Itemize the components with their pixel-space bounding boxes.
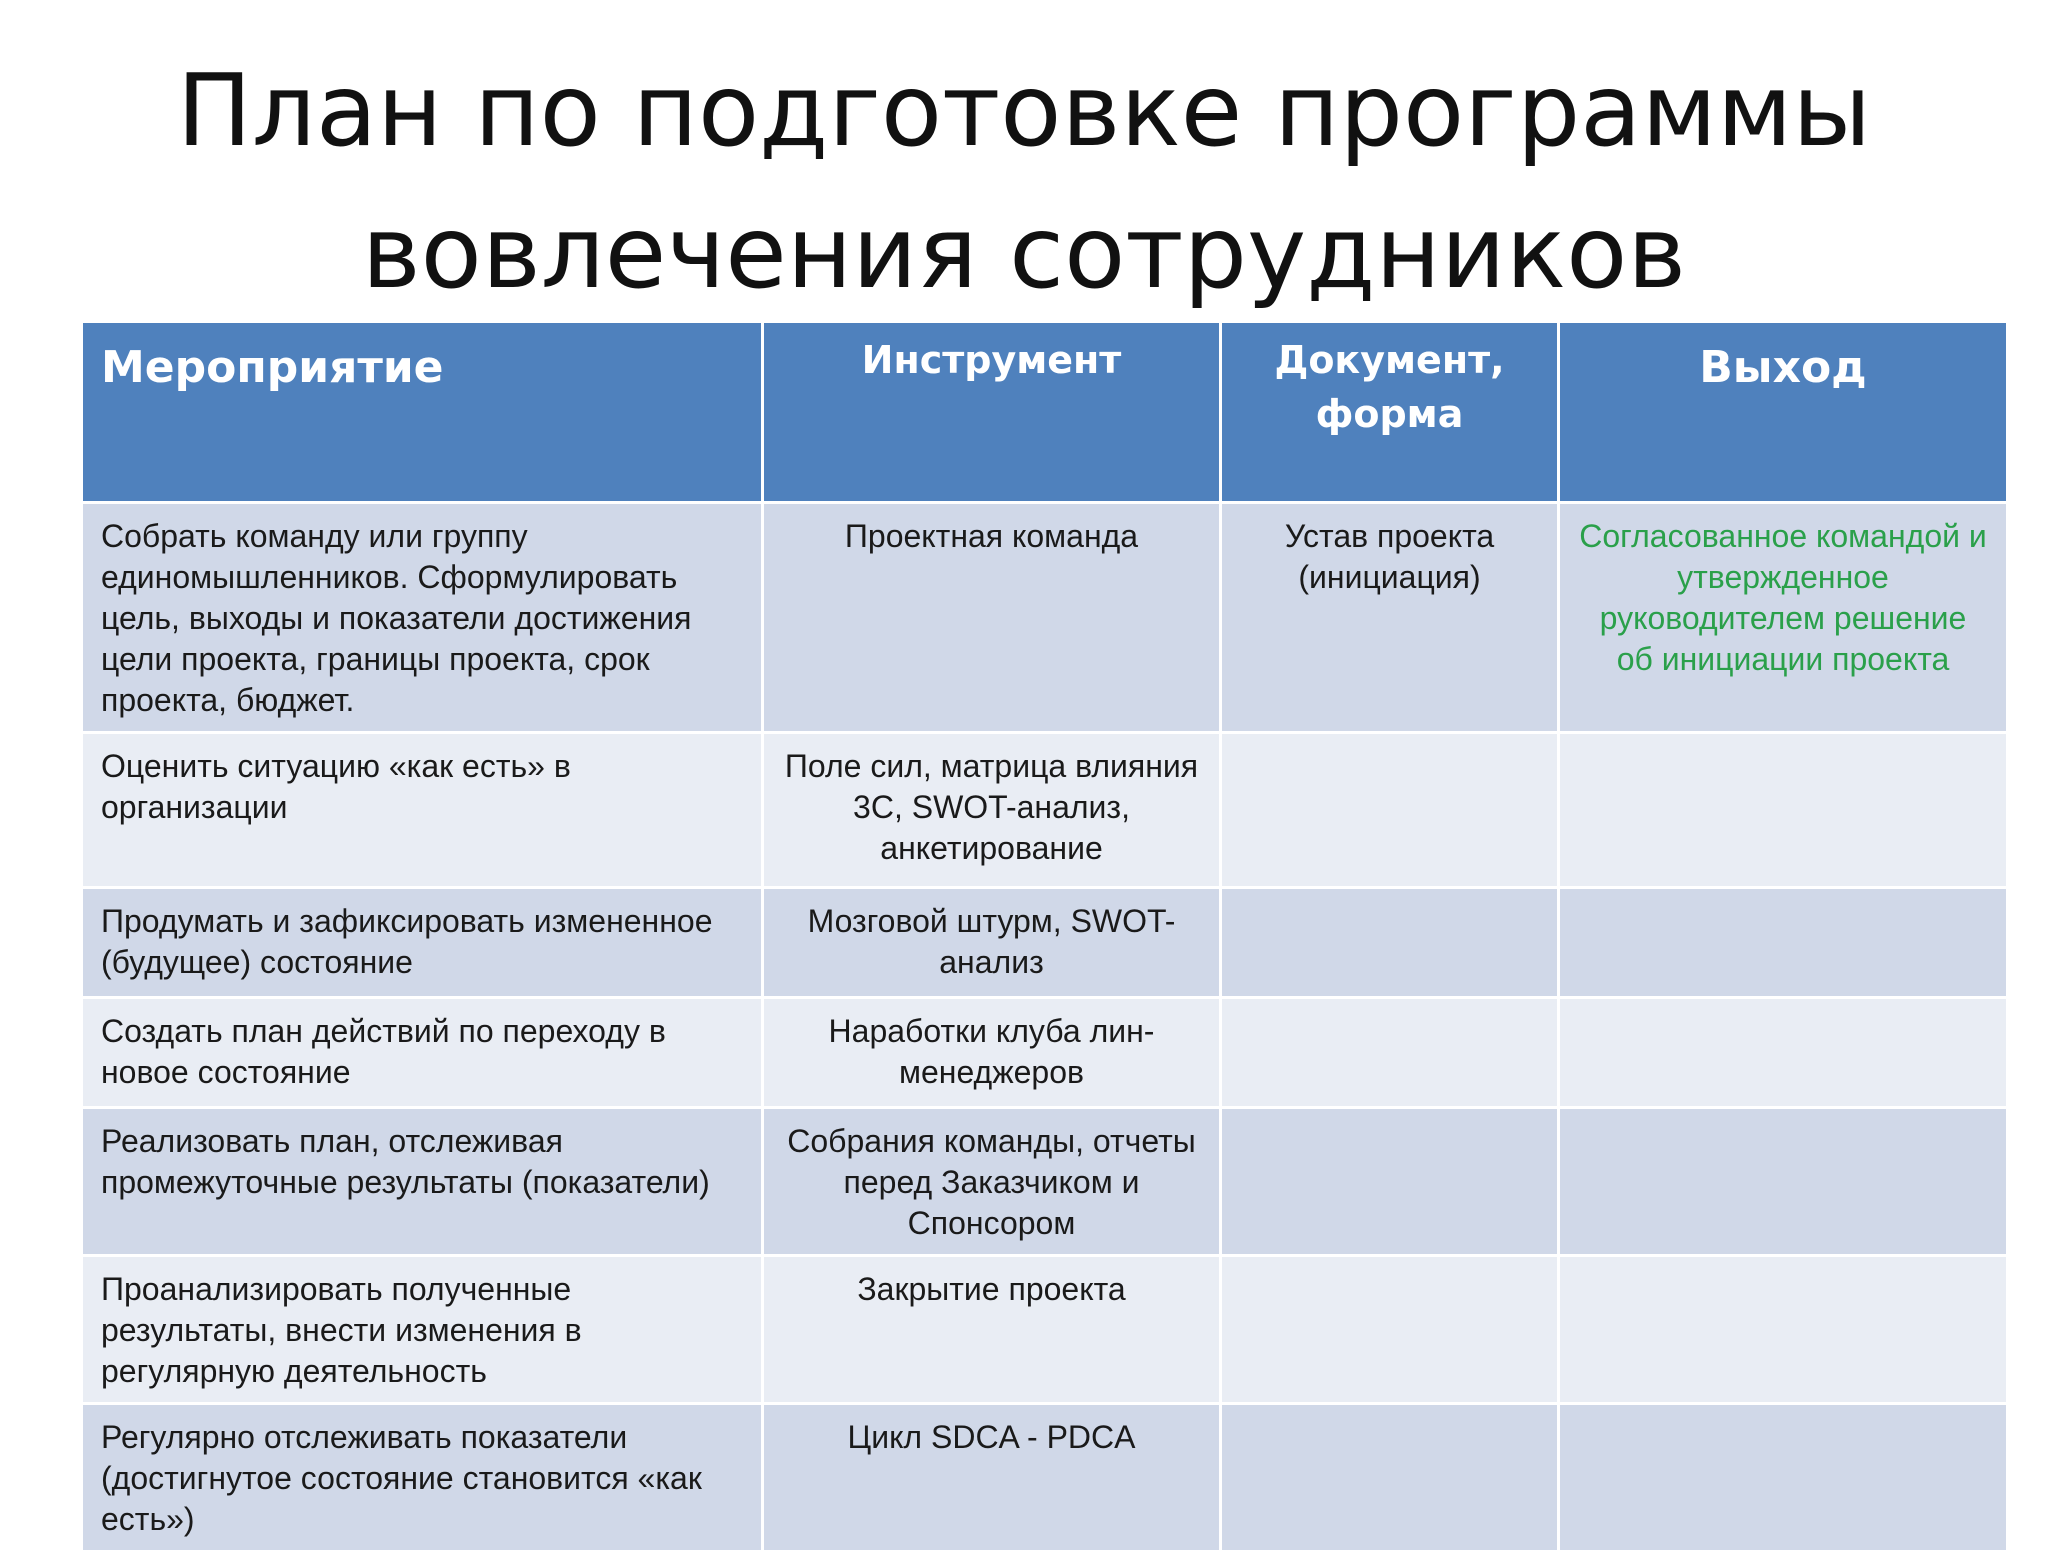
cell-document <box>1221 1256 1559 1404</box>
header-output: Выход <box>1559 322 2008 503</box>
cell-output <box>1559 1256 2008 1404</box>
cell-tool: Поле сил, матрица влияния 3С, SWOT-анализ, анкетирование <box>763 733 1221 888</box>
cell-activity: Оценить ситуацию «как есть» в организации <box>82 733 763 888</box>
cell-activity: Собрать команду или группу единомышленников. Сформулировать цель, выходы и показатели достижения цели проекта, границы проекта, срок проекта, бюджет. <box>82 503 763 733</box>
table-row <box>82 503 2008 733</box>
table-row <box>82 1108 2008 1256</box>
title-line-2: вовлечения сотрудников <box>361 194 1687 311</box>
cell-document <box>1221 1404 1559 1552</box>
cell-output <box>1559 733 2008 888</box>
cell-output <box>1559 998 2008 1108</box>
cell-activity: Продумать и зафиксировать измененное (будущее) состояние <box>82 888 763 998</box>
table-row <box>82 1404 2008 1552</box>
cell-activity: Создать план действий по переходу в новое состояние <box>82 998 763 1108</box>
cell-document <box>1221 888 1559 998</box>
cell-output: Согласованное командой и утвержденное руководителем решение об инициации проекта <box>1559 503 2008 733</box>
cell-tool: Мозговой штурм, SWOT-анализ <box>763 888 1221 998</box>
header-document: Документ, форма <box>1221 322 1559 503</box>
cell-output <box>1559 1108 2008 1256</box>
cell-tool: Проектная команда <box>763 503 1221 733</box>
cell-tool: Цикл SDCA - PDCA <box>763 1404 1221 1552</box>
cell-document <box>1221 733 1559 888</box>
table-row <box>82 888 2008 998</box>
cell-document <box>1221 998 1559 1108</box>
header-tool: Инструмент <box>763 322 1221 503</box>
cell-output <box>1559 1404 2008 1552</box>
cell-document: Устав проекта (инициация) <box>1221 503 1559 733</box>
plan-table <box>80 320 2009 1553</box>
table-row <box>82 733 2008 888</box>
cell-tool: Наработки клуба лин-менеджеров <box>763 998 1221 1108</box>
title-line-1: План по подготовке программы <box>176 52 1872 169</box>
cell-document <box>1221 1108 1559 1256</box>
cell-activity: Реализовать план, отслеживая промежуточные результаты (показатели) <box>82 1108 763 1256</box>
slide-title <box>0 40 2048 324</box>
cell-tool: Закрытие проекта <box>763 1256 1221 1404</box>
cell-activity: Проанализировать полученные результаты, внести изменения в регулярную деятельность <box>82 1256 763 1404</box>
table-row <box>82 1256 2008 1404</box>
cell-tool: Собрания команды, отчеты перед Заказчиком и Спонсором <box>763 1108 1221 1256</box>
table-row <box>82 998 2008 1108</box>
header-activity: Мероприятие <box>82 322 763 503</box>
table-header-row <box>82 322 2008 503</box>
cell-activity: Регулярно отслеживать показатели (достигнутое состояние становится «как есть») <box>82 1404 763 1552</box>
cell-output <box>1559 888 2008 998</box>
